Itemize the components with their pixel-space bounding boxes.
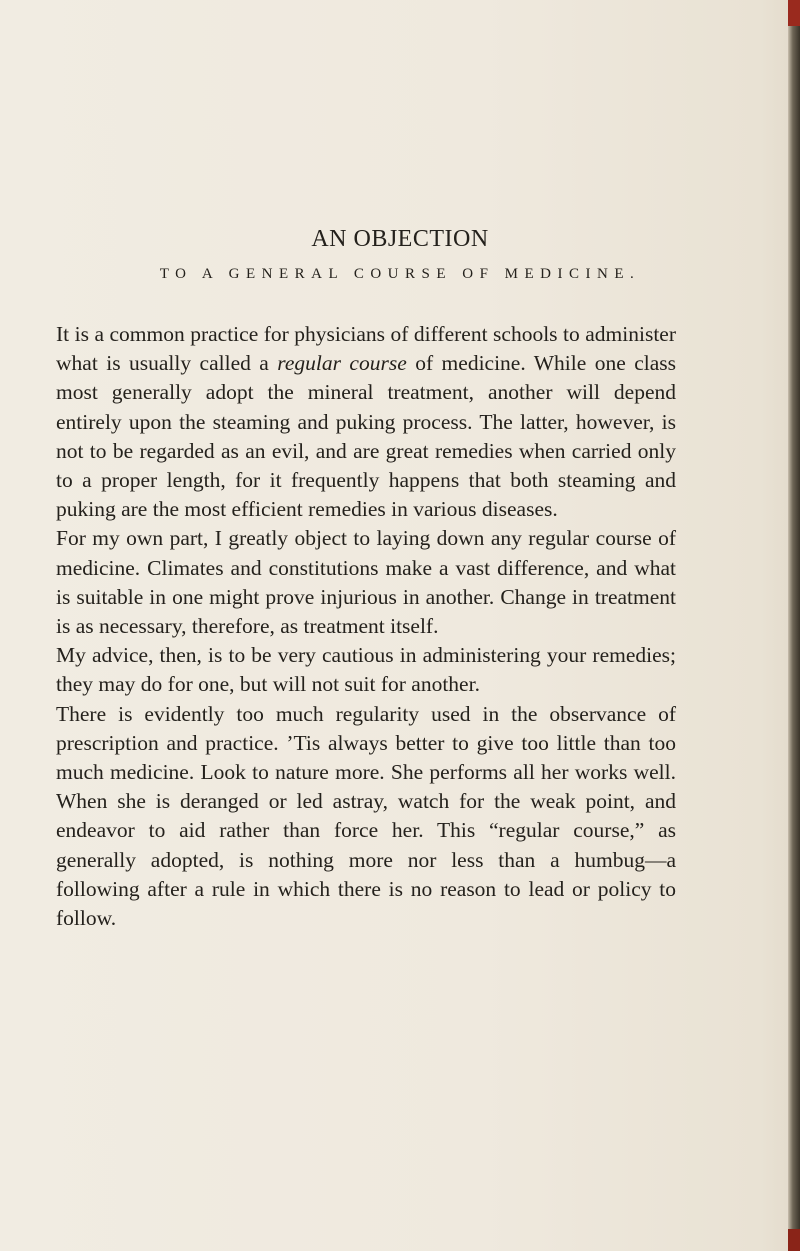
paragraph-3: My advice, then, is to be very cautious in administering your remedies; they may do for one, but will not suit for another. [56,643,676,697]
page-edge-mark-bottom [788,1229,800,1251]
paragraph-2: For my own part, I greatly object to laying down any regular course of medicine. Climates and constitutions make a vast difference, and what is suitable in one might prove injurious in another. Change in treatment is as necessary, therefore, as treatment itself. [56,526,676,639]
paragraph-1-italic: regular course [277,351,407,376]
paragraph-1-before: It is a common practice for physicians of different schools to administer what is usually called a [56,322,676,376]
page-edge-mark-top [788,0,800,26]
page-edge [788,0,800,1251]
chapter-subtitle: TO A GENERAL COURSE OF MEDICINE. [159,266,641,282]
paragraph-1 [56,320,676,524]
paragraph-1-after: of medicine. While one class most generally adopt the mineral treatment, another will depend entirely upon the steaming and puking process. The latter, however, is not to be regarded as an evil, and are great remedies when carried only to a proper length, for it frequently happens that both steaming and puking are the most efficient remedies in various diseases. [56,351,677,522]
body-text [56,320,676,933]
paragraph-4: There is evidently too much regularity used in the observance of prescription and practice. ’Tis always better to give too little than too much medicine. Look to nature more. She performs all her works well. When she is deranged or led astray, watch for the weak point, and endeavor to aid rather than force her. This “regular course,” as generally adopted, is nothing more nor less than a humbug—a following after a rule in which there is no reason to lead or policy to follow. [56,701,676,931]
chapter-title: AN OBJECTION [311,226,489,252]
